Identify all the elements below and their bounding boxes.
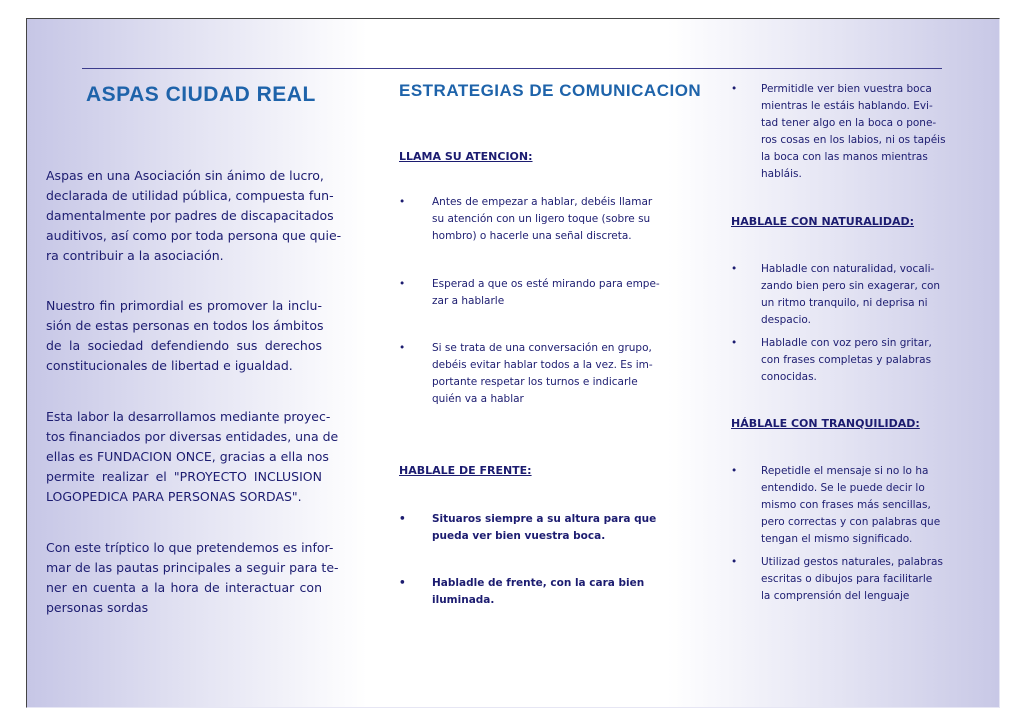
bullet-line: Repetidle el mensaje si no lo ha [761, 465, 929, 477]
paragraph-line: sión de estas personas en todos los ámbitos [46, 318, 324, 333]
bullet-line: Situaros siempre a su altura para que [432, 513, 657, 525]
bullet-icon: • [399, 513, 406, 525]
bullet-line: quién va a hablar [432, 393, 524, 405]
bullet-icon: • [399, 342, 406, 354]
bullet-line: pueda ver bien vuestra boca. [432, 530, 606, 542]
bullet-icon: • [731, 83, 738, 95]
bullet-line: Habladle de frente, con la cara bien [432, 577, 645, 589]
paragraph-line: damentalmente por padres de discapacitados [46, 208, 334, 223]
paragraph-line: ellas es FUNDACION ONCE, gracias a ella nos [46, 449, 329, 464]
bullet-icon: • [731, 337, 738, 349]
bullet-line: mismo con frases más sencillas, [761, 499, 931, 511]
left-paragraph [46, 538, 339, 618]
paragraph-line: Con este tríptico lo que pretendemos es infor- [46, 540, 334, 555]
bullet-line: mientras le estáis hablando. Evi- [761, 100, 933, 112]
paragraph-line: declarada de utilidad pública, compuesta fun- [46, 188, 334, 203]
bullet-line: con frases completas y palabras [761, 354, 932, 366]
paragraph-line: personas sordas [46, 600, 149, 615]
section-heading: HABLALE DE FRENTE: [399, 464, 532, 477]
paragraph-line: permite realizar el "PROYECTO INCLUSION [46, 469, 322, 484]
bullet-line: tengan el mismo significado. [761, 533, 913, 545]
bullet-line: escritas o dibujos para facilitarle [761, 573, 933, 585]
section-heading: HÁBLALE CON TRANQUILIDAD: [731, 417, 920, 430]
left-paragraph [46, 296, 322, 376]
left-paragraph [46, 166, 342, 266]
section-heading: LLAMA SU ATENCION: [399, 150, 533, 163]
bullet-icon: • [399, 196, 406, 208]
bullet-icon: • [399, 577, 406, 589]
bullet-line: Permitidle ver bien vuestra boca [761, 83, 932, 95]
bullet-line: ros cosas en los labios, ni os tapéis [761, 134, 946, 146]
paragraph-line: mar de las pautas principales a seguir para te- [46, 560, 339, 575]
bullet-line: hombro) o hacerle una señal discreta. [432, 230, 632, 242]
paragraph-line: Nuestro fin primordial es promover la inclu- [46, 298, 322, 313]
bullet-line: zar a hablarle [432, 295, 505, 307]
bullet-line: zando bien pero sin exagerar, con [761, 280, 941, 292]
left-paragraph [46, 407, 339, 507]
paragraph-line: Esta labor la desarrollamos mediante proyec- [46, 409, 331, 424]
bullet-line: Si se trata de una conversación en grupo, [432, 342, 652, 354]
bullet-line: iluminada. [432, 594, 495, 606]
paragraph-line: de la sociedad defendiendo sus derechos [46, 338, 322, 353]
bullet-line: tad tener algo en la boca o pone- [761, 117, 937, 129]
paragraph-line: LOGOPEDICA PARA PERSONAS SORDAS". [46, 489, 302, 504]
bullet-line: despacio. [761, 314, 811, 326]
paragraph-line: ner en cuenta a la hora de interactuar con [46, 580, 322, 595]
bullet-line: pero correctas y con palabras que [761, 516, 941, 528]
bullet-line: Antes de empezar a hablar, debéis llamar [432, 196, 653, 208]
bullet-line: habláis. [761, 168, 802, 180]
bullet-line: un ritmo tranquilo, ni deprisa ni [761, 297, 928, 309]
bullet-icon: • [731, 556, 738, 568]
bullet-line: la comprensión del lenguaje [761, 590, 910, 602]
paragraph-line: ra contribuir a la asociación. [46, 248, 224, 263]
bullet-line: Habladle con voz pero sin gritar, [761, 337, 932, 349]
middle-title: ESTRATEGIAS DE COMUNICACION [399, 81, 702, 100]
bullet-line: Utilizad gestos naturales, palabras [761, 556, 943, 568]
bullet-line: la boca con las manos mientras [761, 151, 928, 163]
left-title: ASPAS CIUDAD REAL [86, 83, 316, 106]
paragraph-line: auditivos, así como por toda persona que quie- [46, 228, 342, 243]
bullet-line: Esperad a que os esté mirando para empe- [432, 278, 660, 290]
bullet-icon: • [731, 263, 738, 275]
bullet-icon: • [399, 278, 406, 290]
paragraph-line: tos financiados por diversas entidades, una de [46, 429, 339, 444]
bullet-line: portante respetar los turnos e indicarle [432, 376, 638, 388]
section-heading: HABLALE CON NATURALIDAD: [731, 215, 914, 228]
header-rule [82, 68, 942, 69]
bullet-line: su atención con un ligero toque (sobre su [432, 213, 651, 225]
bullet-line: Habladle con naturalidad, vocali- [761, 263, 935, 275]
bullet-line: conocidas. [761, 371, 817, 383]
bullet-icon: • [731, 465, 738, 477]
paragraph-line: constitucionales de libertad e igualdad. [46, 358, 293, 373]
bullet-line: debéis evitar hablar todos a la vez. Es im- [432, 359, 653, 371]
paragraph-line: Aspas en una Asociación sin ánimo de lucro, [46, 168, 324, 183]
bullet-line: entendido. Se le puede decir lo [761, 482, 925, 494]
